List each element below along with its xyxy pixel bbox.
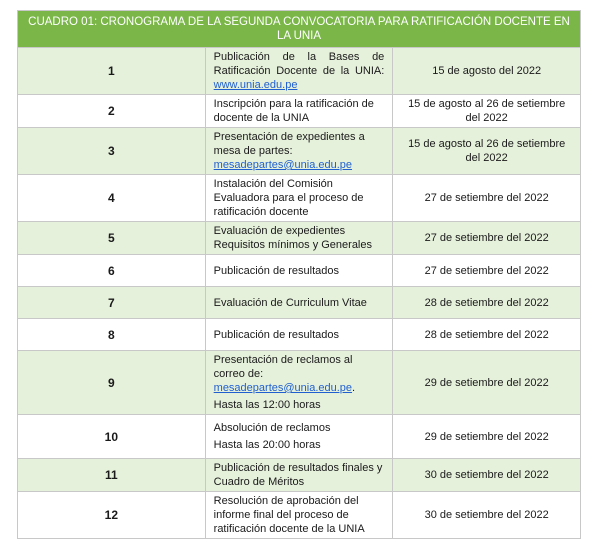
- table-row: [18, 255, 581, 287]
- row-subtext: Hasta las 20:00 horas: [213, 439, 321, 451]
- row-description: Instalación del Comisión Evaluadora para el proceso de ratificación docente: [205, 175, 393, 222]
- row-number: 5: [18, 222, 206, 255]
- row-number: 8: [18, 319, 206, 351]
- row-date: 28 de setiembre del 2022: [393, 287, 581, 319]
- table-row: [18, 319, 581, 351]
- row-date: 27 de setiembre del 2022: [393, 175, 581, 222]
- row-number: 7: [18, 287, 206, 319]
- row-date: 28 de setiembre del 2022: [393, 319, 581, 351]
- row-date: 15 de agosto del 2022: [393, 48, 581, 95]
- row-description: Resolución de aprobación del informe final del proceso de ratificación docente de la UNIA: [205, 492, 393, 539]
- row-description: [205, 415, 393, 459]
- table-row: [18, 175, 581, 222]
- row-description: Publicación de resultados: [205, 255, 393, 287]
- row-number: 11: [18, 459, 206, 492]
- row-text: Presentación de reclamos al correo de:: [213, 354, 353, 380]
- table-row: [18, 459, 581, 492]
- mesa-de-partes-email-link[interactable]: mesadepartes@unia.edu.pe: [213, 159, 353, 171]
- row-date: 30 de setiembre del 2022: [393, 459, 581, 492]
- table-row: [18, 287, 581, 319]
- table-row: [18, 48, 581, 95]
- table-header-row: [18, 11, 581, 48]
- row-text: Presentación de expedientes a mesa de partes:: [213, 131, 365, 157]
- row-description: [205, 128, 393, 175]
- row-number: 4: [18, 175, 206, 222]
- row-subtext: Hasta las 12:00 horas: [213, 399, 321, 411]
- row-description: Inscripción para la ratificación de docente de la UNIA: [205, 95, 393, 128]
- table-row: [18, 95, 581, 128]
- row-date: 29 de setiembre del 2022: [393, 351, 581, 415]
- table-row: [18, 492, 581, 539]
- row-description: Publicación de resultados finales y Cuadro de Méritos: [205, 459, 393, 492]
- row-date: 27 de setiembre del 2022: [393, 222, 581, 255]
- row-text: Absolución de reclamos: [213, 422, 331, 434]
- row-number: 1: [18, 48, 206, 95]
- row-description: Publicación de resultados: [205, 319, 393, 351]
- row-number: 2: [18, 95, 206, 128]
- table-title: CUADRO 01: CRONOGRAMA DE LA SEGUNDA CONVOCATORIA PARA RATIFICACIÓN DOCENTE EN LA UNIA: [18, 11, 581, 48]
- unia-website-link[interactable]: www.unia.edu.pe: [213, 79, 298, 91]
- row-number: 9: [18, 351, 206, 415]
- row-date: 29 de setiembre del 2022: [393, 415, 581, 459]
- row-text-end: .: [352, 382, 356, 394]
- row-date: 30 de setiembre del 2022: [393, 492, 581, 539]
- row-date: 15 de agosto al 26 de setiembre del 2022: [393, 95, 581, 128]
- row-number: 3: [18, 128, 206, 175]
- row-description: [205, 48, 393, 95]
- table-row: [18, 222, 581, 255]
- schedule-table: [17, 10, 581, 539]
- reclamos-email-link[interactable]: mesadepartes@unia.edu.pe: [213, 382, 353, 394]
- row-date: 15 de agosto al 26 de setiembre del 2022: [393, 128, 581, 175]
- table-row: [18, 128, 581, 175]
- row-number: 10: [18, 415, 206, 459]
- row-description: Evaluación de expedientes Requisitos mínimos y Generales: [205, 222, 393, 255]
- row-number: 6: [18, 255, 206, 287]
- row-text: Publicación de la Bases de Ratificación Docente de la UNIA:: [213, 51, 385, 77]
- row-description: Evaluación de Curriculum Vitae: [205, 287, 393, 319]
- table-row: [18, 415, 581, 459]
- row-date: 27 de setiembre del 2022: [393, 255, 581, 287]
- row-description: [205, 351, 393, 415]
- table-row: [18, 351, 581, 415]
- row-number: 12: [18, 492, 206, 539]
